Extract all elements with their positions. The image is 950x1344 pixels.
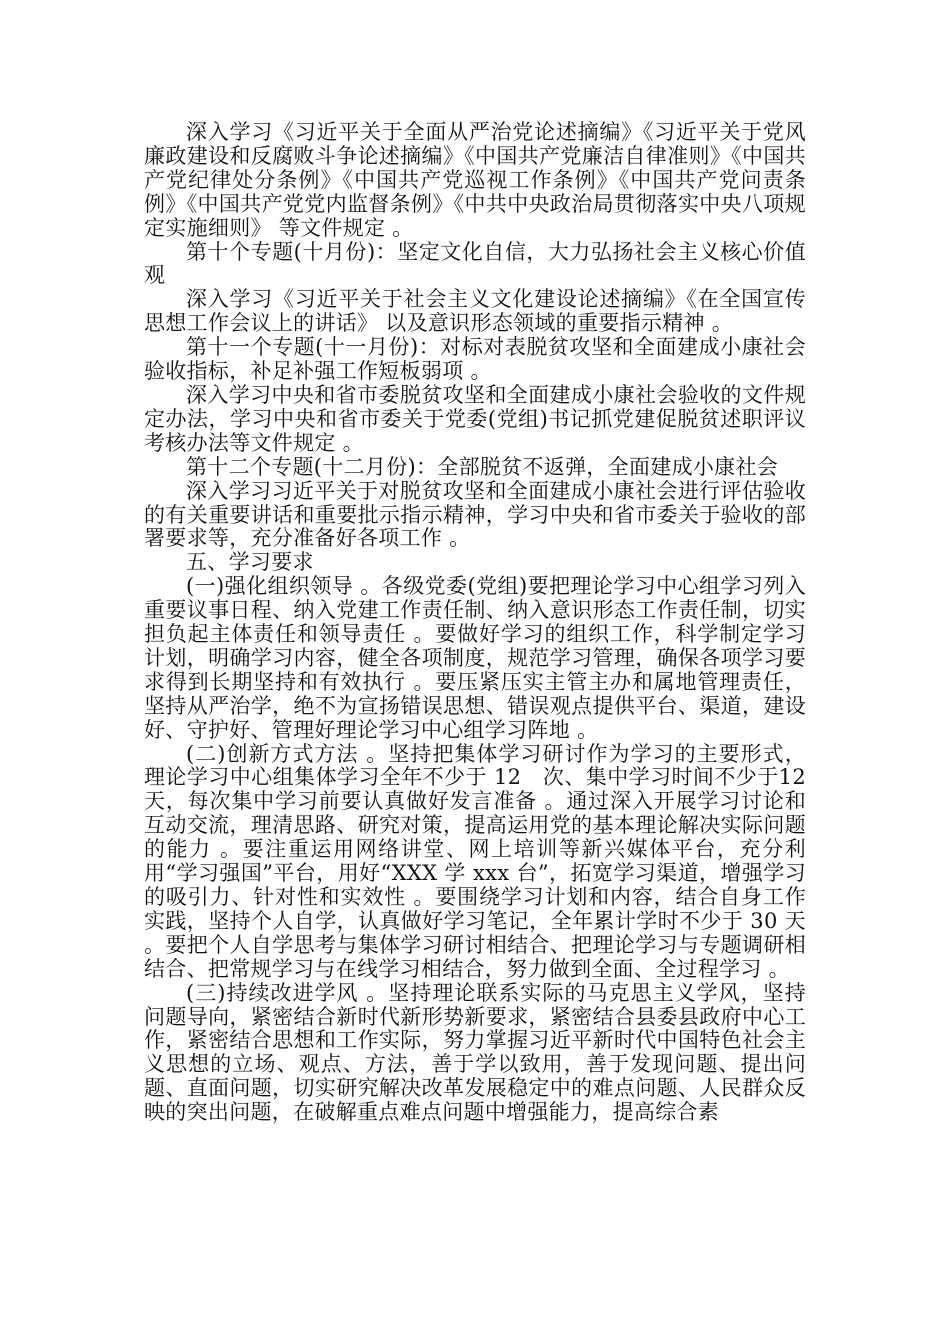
section-heading: 第十个专题(十月份)：坚定文化自信，大力弘扬社会主义核心价值观	[144, 239, 806, 288]
paragraph: (三)持续改进学风 。坚持理论联系实际的马克思主义学风，坚持问题导向，紧密结合新时代新形势新要求，紧密结合县委县政府中心工作，紧密结合思想和工作实际，努力掌握习近平新时代中国特色社会主义思想的立场、观点、方法，善于学以致用，善于发现问题、提出问题、直面问题，切实研究解决改革发展稳定中的难点问题、人民群众反映的突出问题，在破解重点难点问题中增强能力，提高综合素	[144, 980, 806, 1125]
document-body	[144, 121, 806, 1125]
section-heading: 第十一个专题(十一月份)：对标对表脱贫攻坚和全面建成小康社会验收指标，补足补强工作短板弱项 。	[144, 335, 806, 384]
paragraph: (二)创新方式方法 。坚持把集体学习研讨作为学习的主要形式，理论学习中心组集体学习全年不少于 12 次、集中学习时间不少于12 天，每次集中学习前要认真做好发言准备 。通过深入开展学习讨论和互动交流，理清思路、研究对策，提高运用党的基本理论解决实际问题的能力 。要注重运用网络讲堂、网上培训等新兴媒体平台，充分利用“学习强国”平台，用好“XXX 学 xxx 台”，拓宽学习渠道，增强学习的吸引力、针对性和实效性 。要围绕学习计划和内容，结合自身工作实践，坚持个人自学，认真做好学习笔记，全年累计学时不少于 30 天 。要把个人自学思考与集体学习研讨相结合、把理论学习与专题调研相结合、把常规学习与在线学习相结合，努力做到全面、全过程学习 。	[144, 741, 806, 981]
section-heading: 第十二个专题(十二月份)：全部脱贫不返弹，全面建成小康社会	[186, 454, 779, 479]
paragraph: 深入学习《习近平关于全面从严治党论述摘编》《习近平关于党风廉政建设和反腐败斗争论述摘编》《中国共产党廉洁自律准则》《中国共产党纪律处分条例》《中国共产党巡视工作条例》《中国共产党问责条例》《中国共产党党内监督条例》《中共中央政治局贯彻落实中央八项规定实施细则》 等文件规定 。	[144, 120, 806, 240]
section-heading: 五、学习要求	[186, 550, 314, 575]
paragraph: 深入学习习近平关于对脱贫攻坚和全面建成小康社会进行评估验收的有关重要讲话和重要批示指示精神，学习中央和省市委关于验收的部署要求等，充分准备好各项工作 。	[144, 478, 806, 551]
paragraph: 深入学习中央和省市委脱贫攻坚和全面建成小康社会验收的文件规定办法，学习中央和省市委关于党委(党组)书记抓党建促脱贫述职评议考核办法等文件规定 。	[144, 382, 806, 455]
paragraph: (一)强化组织领导 。各级党委(党组)要把理论学习中心组学习列入重要议事日程、纳入党建工作责任制、纳入意识形态工作责任制，切实担负起主体责任和领导责任 。要做好学习的组织工作，科学制定学习计划，明确学习内容，健全各项制度，规范学习管理，确保各项学习要求得到长期坚持和有效执行 。要压紧压实主管主办和属地管理责任，坚持从严治学，绝不为宣扬错误思想、错误观点提供平台、渠道，建设好、守护好、管理好理论学习中心组学习阵地 。	[144, 574, 806, 742]
paragraph: 深入学习《习近平关于社会主义文化建设论述摘编》《在全国宣传思想工作会议上的讲话》 以及意识形态领域的重要指示精神 。	[144, 287, 806, 336]
